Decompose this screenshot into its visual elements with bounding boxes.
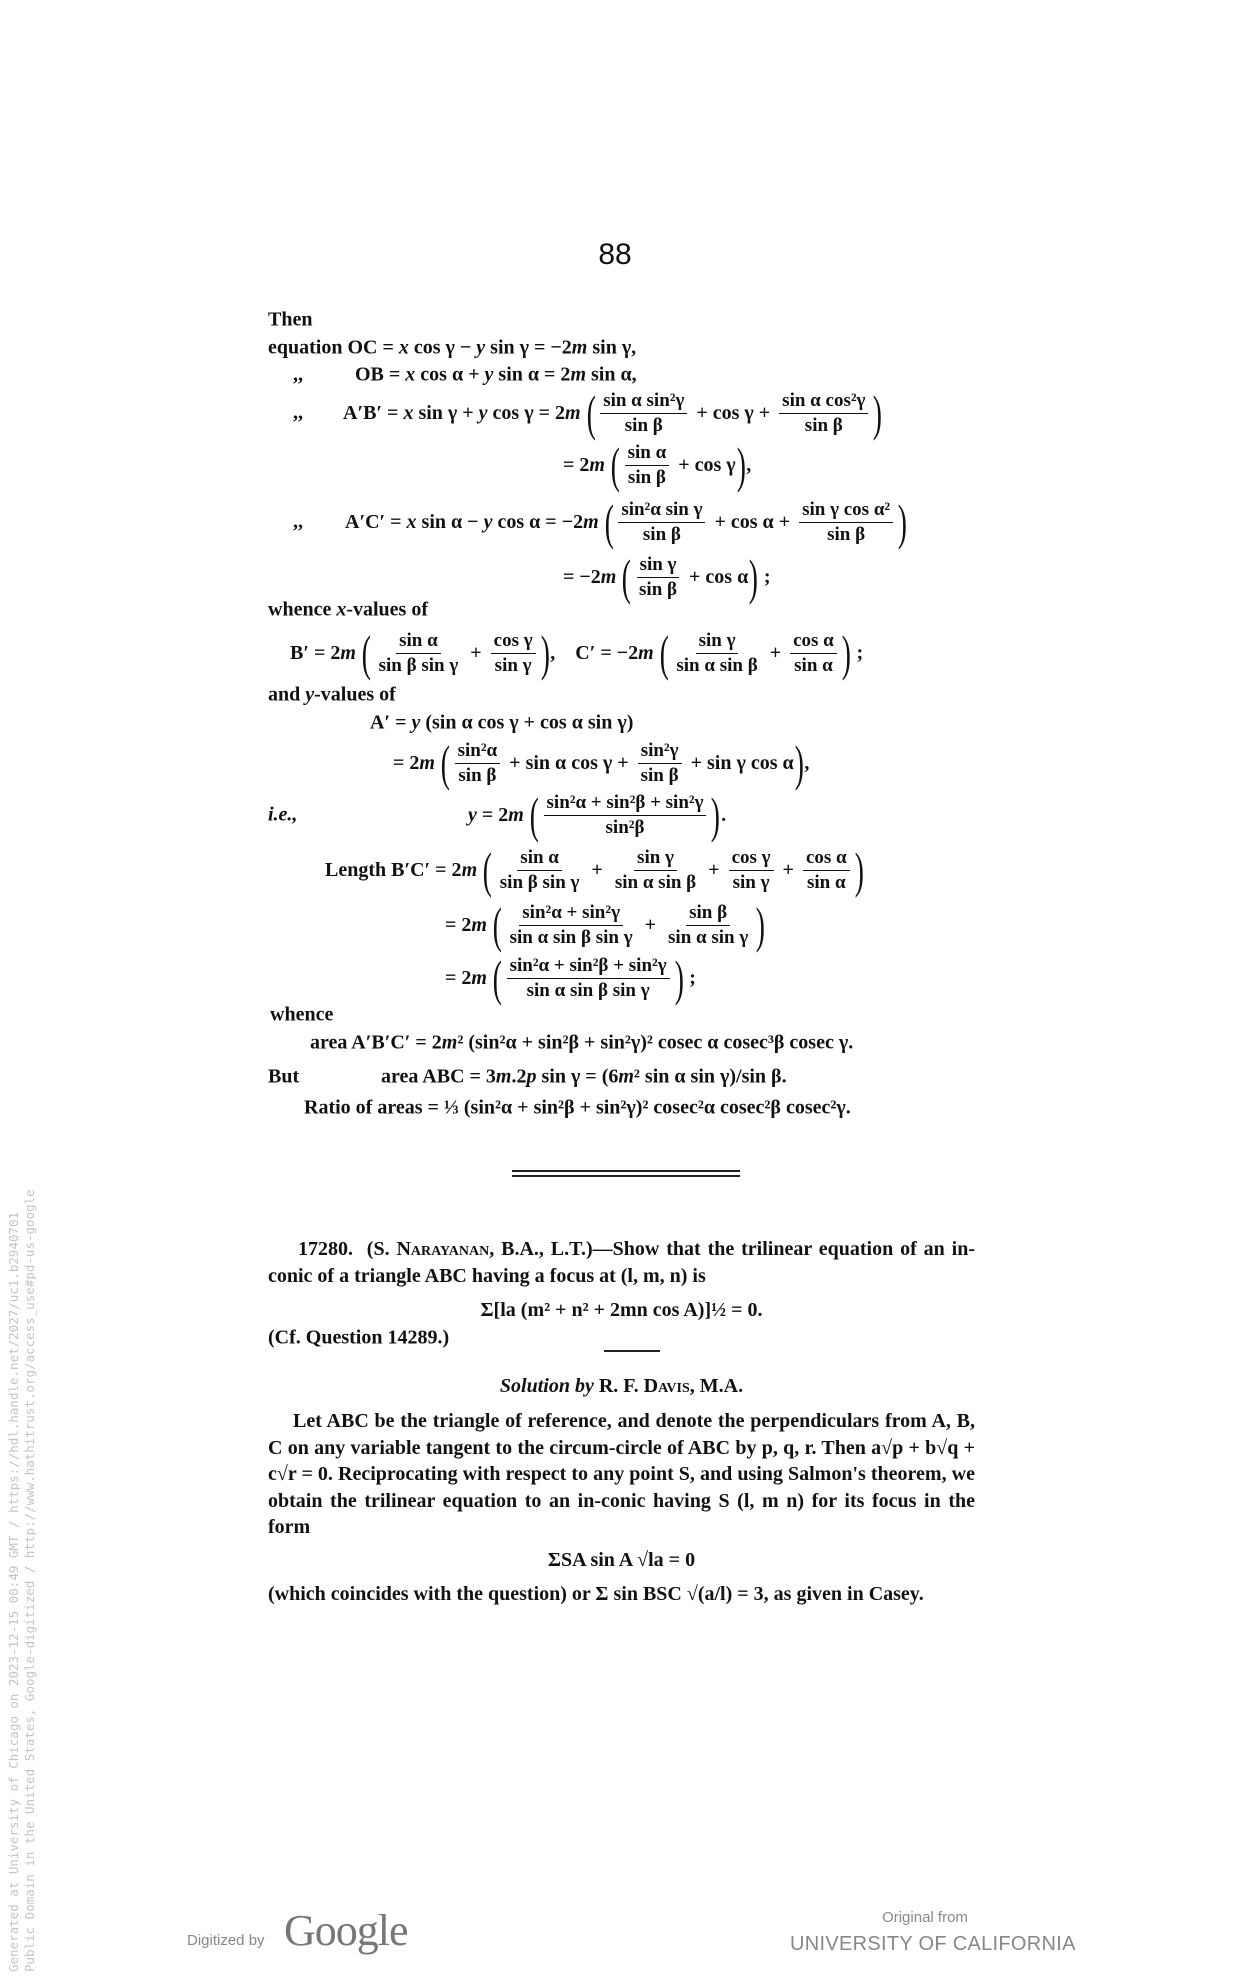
math-text — [581, 402, 586, 425]
fraction-denominator: sin β — [458, 764, 497, 786]
fraction-denominator: sin α sin β sin γ — [526, 979, 650, 1001]
fraction — [729, 847, 774, 894]
equation-apcp-simplified — [563, 549, 771, 605]
math-text — [487, 967, 492, 990]
math-variable: m — [340, 641, 356, 664]
fraction-numerator: sin α sin²γ — [600, 390, 687, 414]
math-text: = 2 — [476, 803, 509, 826]
math-text: area ABC = 3 — [381, 1065, 496, 1088]
fraction — [665, 902, 751, 949]
math-text: . — [721, 803, 727, 826]
math-text: (sin α cos γ + cos α sin γ) — [420, 711, 634, 734]
equation-apcp — [345, 494, 908, 550]
fraction — [618, 499, 705, 546]
math-text: + — [703, 858, 725, 881]
math-text: A′C′ = — [345, 510, 407, 533]
fraction-numerator: sin γ cos α² — [799, 499, 893, 523]
math-text: Length B′C′ = 2 — [325, 858, 462, 881]
math-variable: y — [478, 401, 488, 424]
math-text: + — [465, 641, 487, 664]
question-text: —Show that the trilinear equation of an in-conic of a triangle ABC having a focus at (l, m, n) is — [268, 1238, 976, 1287]
left-paren: ( — [610, 437, 620, 493]
fraction-numerator: cos α — [790, 630, 837, 654]
fraction — [799, 499, 893, 546]
but-label: But — [268, 1065, 300, 1088]
section-rule — [604, 1350, 660, 1352]
fraction-numerator: sin²α + sin²β + sin²γ — [544, 792, 707, 816]
math-variable: p — [526, 1065, 537, 1088]
math-text — [654, 642, 659, 665]
math-text: A′ = — [370, 711, 412, 734]
left-paren: ( — [586, 385, 596, 441]
math-text: .2 — [511, 1065, 527, 1088]
math-text — [487, 914, 492, 937]
math-variable: m — [600, 565, 617, 588]
fraction-denominator: sin α sin β sin γ — [509, 926, 633, 948]
math-variable: y — [411, 711, 421, 734]
math-variable: m — [618, 1065, 634, 1088]
math-text: + cos γ — [673, 453, 736, 476]
fraction — [673, 630, 760, 677]
fraction-numerator: sin γ — [637, 554, 680, 578]
fraction-numerator: sin α — [396, 630, 441, 654]
fraction-numerator: sin²α sin γ — [618, 499, 705, 523]
left-paren: ( — [440, 735, 450, 791]
equation-y — [468, 787, 727, 843]
fraction — [455, 740, 501, 787]
equation-area-abc — [381, 1066, 787, 1089]
fraction-denominator: sin β — [627, 466, 666, 488]
question-number: 17280. — [298, 1238, 353, 1260]
fraction-numerator: cos γ — [729, 847, 774, 871]
math-text: = 2 — [393, 751, 420, 774]
math-text: area A′B′C′ = 2 — [310, 1031, 442, 1054]
math-variable: x — [398, 336, 409, 359]
fraction-numerator: cos α — [803, 847, 850, 871]
left-paren: ( — [622, 549, 632, 605]
math-text: whence — [268, 598, 337, 621]
fraction — [507, 955, 670, 1002]
fraction — [636, 554, 680, 601]
math-text: + — [764, 641, 787, 664]
fraction-numerator: sin γ — [634, 847, 677, 871]
right-paren: ) — [897, 494, 908, 550]
watermark-line-2: Public Domain in the United States, Google-digitized / http://www.hathitrust.org/access_use#pd-us-google — [22, 1189, 37, 1972]
left-paren: ( — [361, 625, 371, 681]
math-text: sin γ, — [587, 336, 637, 359]
solution-closing: (which coincides with the question) or Σ sin BSC √(a/l) = 3, as given in Casey. — [268, 1583, 924, 1605]
right-paren: ) — [674, 950, 684, 1006]
math-variable: x — [405, 363, 416, 386]
equation-length — [325, 842, 864, 898]
math-variable: m — [638, 641, 654, 664]
solution-author: R. F. Davis, M.A. — [598, 1375, 744, 1397]
math-text: sin γ = −2 — [485, 336, 572, 359]
equation-apbp-simplified — [563, 437, 752, 493]
fraction-denominator: sin β sin γ — [378, 654, 459, 676]
math-variable: m — [441, 1031, 458, 1054]
math-text: = −2 — [563, 565, 601, 588]
ditto-mark: ,, — [293, 363, 303, 386]
fraction-denominator: sin α sin β — [676, 654, 758, 676]
math-text: ² sin α sin γ)/sin β. — [633, 1065, 787, 1088]
math-text: , C′ = −2 — [550, 641, 639, 664]
fraction — [497, 847, 583, 894]
fraction — [638, 740, 682, 787]
equation-length-step3 — [445, 950, 696, 1006]
fraction — [507, 902, 636, 949]
math-variable: m — [570, 363, 586, 386]
math-text: B′ = 2 — [290, 641, 341, 664]
fraction-numerator: sin α — [517, 847, 562, 871]
fraction-denominator: sin β — [804, 414, 843, 436]
fraction-denominator: sin β — [624, 414, 663, 436]
math-variable: m — [471, 913, 487, 936]
fraction-denominator: sin β — [642, 523, 681, 545]
math-variable: y — [484, 363, 494, 386]
math-variable: m — [571, 336, 588, 359]
left-paren: ( — [492, 950, 502, 1006]
right-paren: ) — [755, 897, 766, 953]
math-text: = 2 — [563, 453, 590, 476]
equation-ratio — [304, 1097, 851, 1120]
fraction-numerator: sin²γ — [638, 740, 682, 764]
math-variable: m — [583, 510, 599, 533]
math-text: ; — [684, 966, 696, 989]
institution-label: UNIVERSITY OF CALIFORNIA — [790, 1933, 1076, 1955]
right-paren: ) — [794, 735, 804, 791]
fraction-denominator: sin γ — [732, 871, 770, 893]
equation-area-apbpcp — [310, 1032, 853, 1055]
math-text: + — [777, 858, 799, 881]
solution-heading — [268, 1375, 975, 1398]
page-number: 88 — [598, 238, 632, 271]
solution-paragraph: Let ABC be the triangle of reference, and denote the perpendiculars from A, B, C on any variable tangent to the circum-circle of ABC by p, q, r. Then a√p + b√q + c√r = 0. Reciprocating with respect to any point S, and using Salmon's theorem, we obtain the trilinear equation to an in-conic having S (l, m n) for its focus in the form — [268, 1410, 975, 1539]
solution-prefix: Solution by — [499, 1375, 594, 1397]
math-text: + cos α + — [709, 510, 796, 533]
math-text: ² (sin²α + sin²β + sin²γ)² cosec α cosec³β cosec γ. — [457, 1031, 854, 1054]
ditto-mark: ,, — [293, 510, 303, 533]
fraction-denominator: sin β — [639, 578, 678, 600]
question-paragraph — [268, 1236, 975, 1289]
and-y-values — [268, 684, 396, 707]
equation-oc — [268, 337, 636, 360]
right-paren: ) — [841, 625, 851, 681]
fraction-denominator: sin β sin γ — [499, 871, 580, 893]
math-text: + — [586, 858, 608, 881]
fraction — [612, 847, 699, 894]
ie-label: i.e., — [268, 803, 298, 826]
math-text: -values of — [346, 598, 428, 621]
equation-length-step2 — [445, 897, 766, 953]
math-text: , — [804, 751, 810, 774]
fraction — [625, 442, 670, 489]
math-text: + — [639, 913, 662, 936]
math-variable: m — [419, 751, 435, 774]
math-variable: m — [589, 453, 605, 476]
fraction-numerator: sin²α + sin²γ — [519, 902, 623, 926]
math-variable: m — [461, 858, 478, 881]
math-text: , — [746, 453, 752, 476]
math-text: sin α = 2 — [493, 363, 571, 386]
right-paren: ) — [873, 385, 883, 441]
google-logo: Google — [284, 1906, 408, 1955]
math-text — [524, 804, 529, 827]
math-text: OB = — [355, 363, 406, 386]
fraction-numerator: sin²α + sin²β + sin²γ — [507, 955, 670, 979]
fraction-numerator: sin β — [686, 902, 730, 926]
math-text: + sin α cos γ + — [504, 751, 634, 774]
fraction-denominator: sin γ — [494, 654, 532, 676]
fraction-denominator: sin α sin β — [614, 871, 697, 893]
math-text — [435, 752, 440, 775]
question-reference: (Cf. Question 14289.) — [268, 1326, 450, 1349]
math-text: ; — [758, 565, 771, 588]
math-text: cos α = −2 — [492, 510, 584, 533]
fraction-denominator: sin β — [827, 523, 866, 545]
fraction-denominator: sin β — [640, 764, 679, 786]
math-text: Ratio of areas = ⅓ (sin²α + sin²β + sin²γ)² cosec²α cosec²β cosec²γ. — [304, 1096, 851, 1119]
math-text: sin γ + — [413, 401, 479, 424]
right-paren: ) — [854, 842, 864, 898]
whence-x-values — [268, 599, 428, 622]
left-paren: ( — [659, 625, 669, 681]
question-author: (S. Narayanan, B.A., L.T.) — [366, 1238, 593, 1260]
math-text: = 2 — [445, 966, 472, 989]
math-text — [477, 859, 482, 882]
math-text: and — [268, 683, 306, 706]
fraction — [491, 630, 536, 677]
solution-formula: ΣSA sin A √la = 0 — [547, 1549, 696, 1571]
right-paren: ) — [736, 437, 746, 493]
math-variable: y — [305, 683, 315, 706]
math-text — [616, 566, 621, 589]
math-variable: m — [564, 401, 581, 424]
math-variable: x — [403, 401, 414, 424]
math-text: + cos α — [684, 565, 749, 588]
math-variable: m — [495, 1065, 512, 1088]
math-text: equation OC = — [268, 336, 399, 359]
left-paren: ( — [529, 787, 539, 843]
equation-ap-expanded — [393, 735, 810, 791]
double-rule-top — [512, 1170, 740, 1172]
watermark-line-1: Generated at University of Chicago on 2023-12-15 00:49 GMT / https://hdl.handle.net/2027/uc1.b2940701 — [6, 1211, 21, 1972]
math-variable: m — [471, 966, 487, 989]
right-paren: ) — [711, 787, 721, 843]
equation-ob — [355, 364, 637, 387]
math-text: sin α, — [586, 363, 637, 386]
equation-bp-cp — [290, 625, 864, 681]
digitized-by-label: Digitized by — [187, 1932, 265, 1949]
math-text: sin α − — [416, 510, 484, 533]
math-text: = 2 — [445, 913, 472, 936]
right-paren: ) — [748, 549, 759, 605]
math-text: + sin γ cos α — [685, 751, 794, 774]
math-text: -values of — [314, 683, 396, 706]
fraction-denominator: sin α — [807, 871, 846, 893]
whence-label: whence — [270, 1003, 334, 1026]
fraction-denominator: sin²β — [605, 816, 645, 838]
fraction-denominator: sin α — [794, 654, 833, 676]
fraction — [376, 630, 462, 677]
right-paren: ) — [540, 625, 550, 681]
fraction — [600, 390, 687, 437]
math-variable: x — [406, 510, 417, 533]
math-text: cos γ = 2 — [487, 401, 565, 424]
fraction-numerator: sin α — [625, 442, 670, 466]
left-paren: ( — [482, 842, 493, 898]
equation-ap — [370, 712, 633, 735]
left-paren: ( — [604, 494, 614, 550]
math-variable: x — [336, 598, 347, 621]
math-variable: y — [476, 336, 486, 359]
fraction — [790, 630, 837, 677]
fraction-numerator: sin α cos²γ — [779, 390, 868, 414]
fraction — [779, 390, 868, 437]
math-text: + cos γ + — [691, 401, 776, 424]
fraction-denominator: sin α sin γ — [668, 926, 749, 948]
ditto-mark: ,, — [293, 401, 303, 424]
original-from-label: Original from — [882, 1909, 968, 1926]
math-text — [599, 511, 604, 534]
math-variable: m — [508, 803, 524, 826]
then-label: Then — [268, 308, 313, 331]
math-text: sin γ = (6 — [536, 1065, 619, 1088]
math-text — [356, 642, 361, 665]
math-text: A′B′ = — [343, 401, 404, 424]
math-text — [605, 454, 610, 477]
fraction-numerator: sin γ — [696, 630, 739, 654]
fraction-numerator: cos γ — [491, 630, 536, 654]
math-text: ; — [851, 641, 864, 664]
math-variable: y — [468, 803, 477, 826]
fraction-numerator: sin²α — [455, 740, 501, 764]
left-paren: ( — [492, 897, 502, 953]
fraction — [803, 847, 850, 894]
math-text: cos γ − — [408, 336, 477, 359]
math-variable: y — [483, 510, 493, 533]
question-formula: Σ[la (m² + n² + 2mn cos A)]½ = 0. — [480, 1299, 763, 1321]
double-rule-bottom — [512, 1175, 740, 1177]
fraction — [544, 792, 707, 839]
equation-apbp — [343, 385, 883, 441]
math-text: cos α + — [415, 363, 485, 386]
